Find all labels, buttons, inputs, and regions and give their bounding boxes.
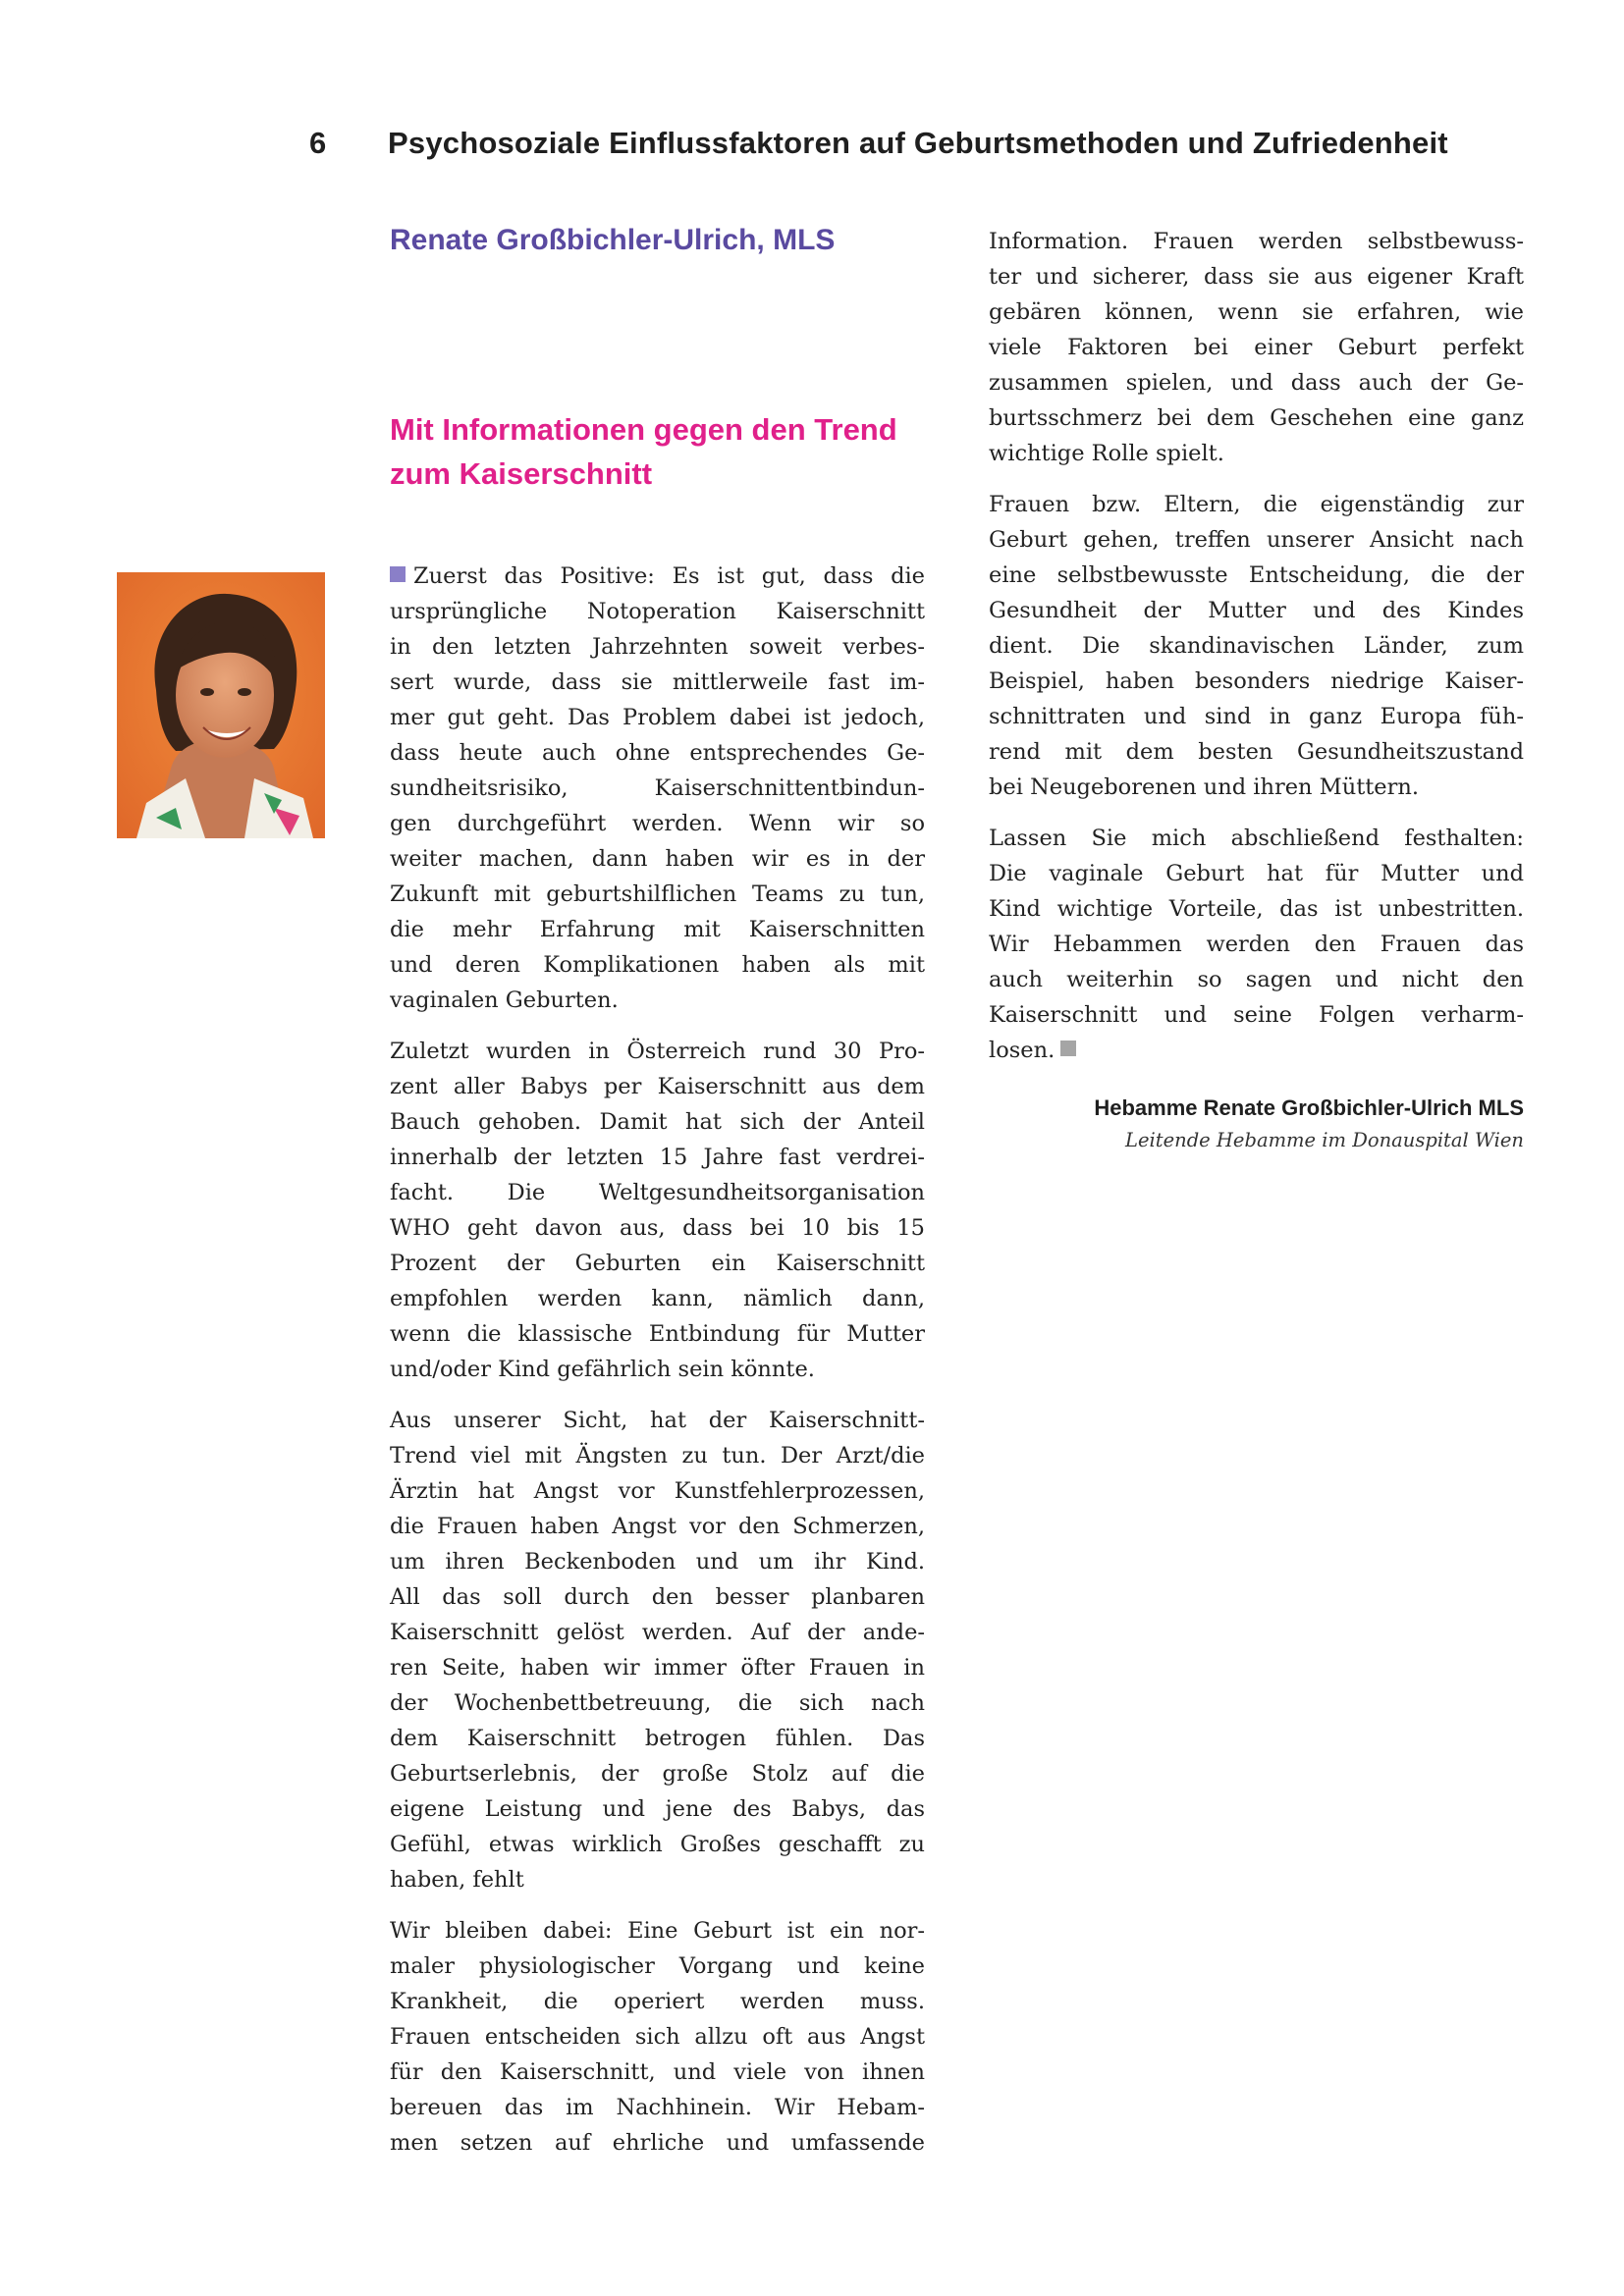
text-line: und/oder Kind gefährlich sein könnte. — [390, 1357, 815, 1382]
text-line: Kind wichtige Vorteile, das ist unbestritten. — [989, 896, 1524, 922]
right-text-column — [989, 224, 1524, 1084]
text-line: Geburt gehen, treffen unserer Ansicht nach — [989, 527, 1524, 553]
text-line: Zuerst das Positive: Es ist gut, dass die — [390, 559, 925, 594]
text-line: Kaiserschnitt und seine Folgen verharm- — [989, 1002, 1524, 1028]
signature-name: Hebamme Renate Großbichler-Ulrich MLS — [1094, 1095, 1524, 1120]
text-line: viele Faktoren bei einer Geburt perfekt — [989, 335, 1524, 360]
paragraph — [989, 487, 1524, 805]
text-line: Ärztin hat Angst vor Kunstfehlerprozessen, — [390, 1478, 925, 1504]
text-line: gen durchgeführt werden. Wenn wir so — [390, 811, 925, 836]
text-line: Information. Frauen werden selbstbewuss- — [989, 229, 1524, 254]
text-line: wenn die klassische Entbindung für Mutter — [390, 1321, 925, 1347]
text-line: dient. Die skandinavischen Länder, zum — [989, 633, 1524, 659]
text-line: sundheitsrisiko, Kaiserschnittentbindun- — [390, 775, 925, 801]
text-line: eine selbstbewusste Entscheidung, die der — [989, 562, 1524, 588]
left-text-column — [390, 559, 925, 2176]
headline-line: Mit Informationen gegen den Trend — [390, 412, 897, 447]
author-name: Renate Großbichler-Ulrich, MLS — [390, 224, 836, 256]
signature-role: Leitende Hebamme im Donauspital Wien — [1125, 1129, 1524, 1151]
text-line: empfohlen werden kann, nämlich dann, — [390, 1286, 925, 1311]
text-line: die mehr Erfahrung mit Kaiserschnitten — [390, 917, 925, 942]
text-line: Zukunft mit geburtshilflichen Teams zu tun, — [390, 881, 925, 907]
text-line: facht. Die Weltgesundheitsorganisation — [390, 1180, 925, 1205]
paragraph — [989, 821, 1524, 1068]
text-line: Frauen entscheiden sich allzu oft aus Angst — [390, 2024, 925, 2050]
text-line: Wir bleiben dabei: Eine Geburt ist ein nor- — [390, 1918, 925, 1944]
text-line: und deren Komplikationen haben als mit — [390, 952, 925, 978]
text-line: maler physiologischer Vorgang und keine — [390, 1953, 925, 1979]
page-number: 6 — [309, 126, 327, 160]
text-line: Geburtserlebnis, der große Stolz auf die — [390, 1761, 925, 1787]
text-line: rend mit dem besten Gesundheitszustand — [989, 739, 1524, 765]
text-line: Frauen bzw. Eltern, die eigenständig zur — [989, 492, 1524, 517]
text-line: losen. — [989, 1033, 1524, 1068]
paragraph-end-square-icon — [1060, 1041, 1076, 1056]
text-line: bei Neugeborenen und ihren Müttern. — [989, 774, 1420, 800]
text-line: Wir Hebammen werden den Frauen das — [989, 932, 1524, 957]
text-line: gebären können, wenn sie erfahren, wie — [989, 299, 1524, 325]
text-line: um ihren Beckenboden und um ihr Kind. — [390, 1549, 925, 1575]
text-line: burtsschmerz bei dem Geschehen eine ganz — [989, 405, 1524, 431]
text-line: Kaiserschnitt gelöst werden. Auf der ande- — [390, 1620, 925, 1645]
running-head-title: Psychosoziale Einflussfaktoren auf Geburtsmethoden und Zufriedenheit — [388, 126, 1448, 160]
text-line: haben, fehlt — [390, 1867, 524, 1893]
text-line: für den Kaiserschnitt, und viele von ihnen — [390, 2059, 925, 2085]
text-line: auch weiterhin so sagen und nicht den — [989, 967, 1524, 992]
text-line: Trend viel mit Ängsten zu tun. Der Arzt/die — [390, 1443, 925, 1468]
text-line: ren Seite, haben wir immer öfter Frauen in — [390, 1655, 925, 1681]
paragraph — [390, 1913, 925, 2161]
text-line: ter und sicherer, dass sie aus eigener Kraft — [989, 264, 1524, 290]
text-line: Bauch gehoben. Damit hat sich der Anteil — [390, 1109, 925, 1135]
text-line: zent aller Babys per Kaiserschnitt aus dem — [390, 1074, 925, 1099]
text-line: dass heute auch ohne entsprechendes Ge- — [390, 740, 925, 766]
paragraph-start-square-icon — [390, 566, 406, 582]
signature-block — [989, 1092, 1524, 1156]
text-line: Aus unserer Sicht, hat der Kaiserschnitt- — [390, 1408, 925, 1433]
text-line: Lassen Sie mich abschließend festhalten: — [989, 826, 1524, 851]
text-line: wichtige Rolle spielt. — [989, 441, 1224, 466]
text-line: der Wochenbettbetreuung, die sich nach — [390, 1690, 925, 1716]
author-portrait-photo — [117, 572, 325, 838]
text-line: dem Kaiserschnitt betrogen fühlen. Das — [390, 1726, 925, 1751]
text-line: WHO geht davon aus, dass bei 10 bis 15 — [390, 1215, 925, 1241]
text-line: men setzen auf ehrliche und umfassende — [390, 2130, 925, 2156]
text-line: schnittraten und sind in ganz Europa füh- — [989, 704, 1524, 729]
text-line: eigene Leistung und jene des Babys, das — [390, 1796, 925, 1822]
article-headline — [390, 407, 900, 496]
text-line: mer gut geht. Das Problem dabei ist jedoch, — [390, 705, 925, 730]
text-line: Prozent der Geburten ein Kaiserschnitt — [390, 1251, 925, 1276]
text-line: sert wurde, dass sie mittlerweile fast im- — [390, 669, 925, 695]
text-line: Gefühl, etwas wirklich Großes geschafft zu — [390, 1832, 925, 1857]
text-line: vaginalen Geburten. — [390, 988, 619, 1013]
paragraph — [390, 1034, 925, 1387]
text-line: bereuen das im Nachhinein. Wir Hebam- — [390, 2095, 925, 2120]
text-line: die Frauen haben Angst vor den Schmerzen, — [390, 1514, 925, 1539]
running-header — [309, 126, 1448, 165]
text-line: weiter machen, dann haben wir es in der — [390, 846, 925, 872]
paragraph — [390, 559, 925, 1018]
text-line: All das soll durch den besser planbaren — [390, 1584, 925, 1610]
text-line: innerhalb der letzten 15 Jahre fast verdrei- — [390, 1145, 925, 1170]
text-line: ursprüngliche Notoperation Kaiserschnitt — [390, 599, 925, 624]
text-line: Krankheit, die operiert werden muss. — [390, 1989, 925, 2014]
paragraph — [989, 224, 1524, 471]
paragraph — [390, 1403, 925, 1897]
text-line: in den letzten Jahrzehnten soweit verbes- — [390, 634, 925, 660]
text-line: zusammen spielen, und dass auch der Ge- — [989, 370, 1524, 396]
text-line: Zuletzt wurden in Österreich rund 30 Pro- — [390, 1039, 925, 1064]
headline-line: zum Kaiserschnitt — [390, 456, 653, 491]
text-line: Die vaginale Geburt hat für Mutter und — [989, 861, 1524, 886]
text-line: Gesundheit der Mutter und des Kindes — [989, 598, 1524, 623]
text-line: Beispiel, haben besonders niedrige Kaiser- — [989, 668, 1524, 694]
